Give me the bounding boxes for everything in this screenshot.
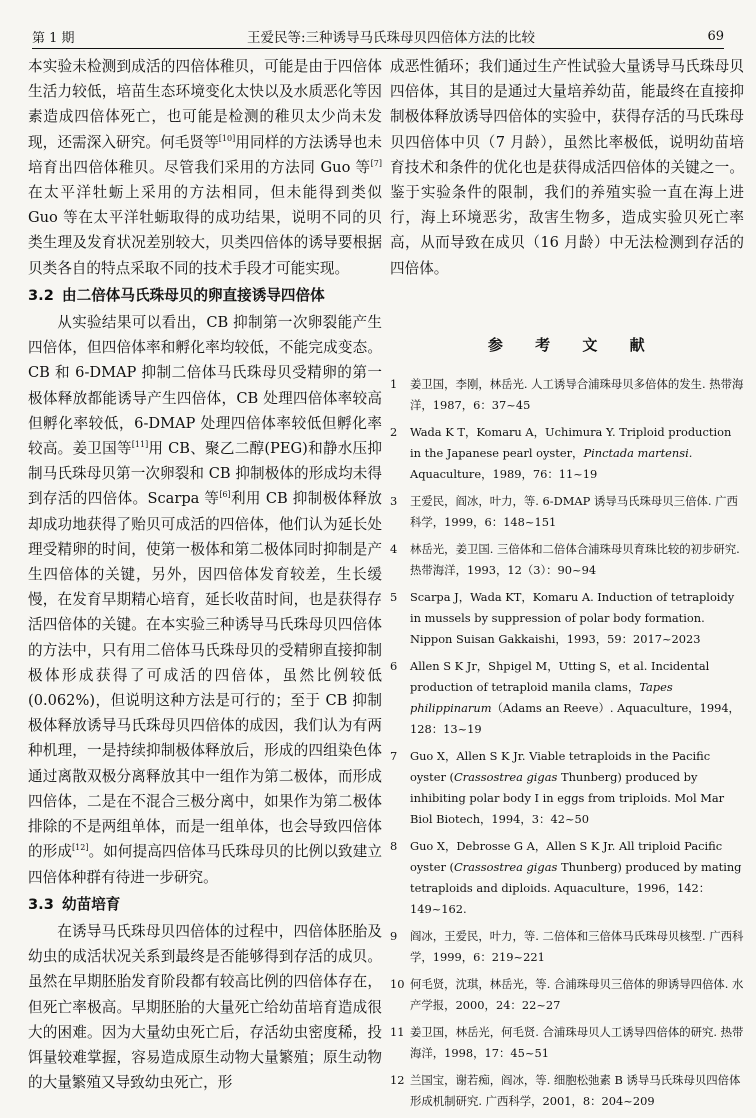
reference-item: 3 王爱民，阎冰，叶力，等. 6-DMAP 诱导马氏珠母贝三倍体. 广西科学，1999，6：148~151: [390, 494, 738, 530]
reference-item: 10 何毛贤，沈琪，林岳光，等. 合浦珠母贝三倍体的卵诱导四倍体. 水产学报，2000，24：22~27: [390, 977, 744, 1013]
reference-item: 4 林岳光，姜卫国. 三倍体和二倍体合浦珠母贝育珠比较的初步研究. 热带海洋，1993，12（3）：90~94: [390, 542, 740, 578]
right-column: [390, 54, 744, 1118]
reference-item: 11 姜卫国，林岳光，何毛贤. 合浦珠母贝人工诱导四倍体的研究. 热带海洋，1998，17：45~51: [390, 1025, 744, 1061]
section-heading-3-2: 3.2 由二倍体马氏珠母贝的卵直接诱导四倍体: [28, 286, 325, 304]
reference-list: [390, 374, 744, 1112]
citation: [11]: [131, 440, 149, 450]
references-heading: 参 考 文 献: [487, 335, 659, 354]
reference-item: 8 Guo X，Debrosse G A，Allen S K Jr. All triploid Pacific oyster (Crassostrea gigas Thunberg) produced by mating tetraploids and diploids. Aquaculture，1996，142：149~162.: [390, 839, 742, 917]
reference-item: 1 姜卫国，李刚，林岳光. 人工诱导合浦珠母贝多倍体的发生. 热带海洋，1987，6：37~45: [390, 377, 744, 413]
paragraph-continuation: 成恶性循环；我们通过生产性试验大量诱导马氏珠母贝四倍体，其目的是通过大量培养幼苗，能最终在直接抑制极体释放诱导四倍体的实验中，获得存活的马氏珠母贝四倍体中贝（7 月龄），虽然比率极低，说明幼苗培育技术和条件的优化也是获得成活四倍体的关键之一。鉴于实验条件的限制，我们的养殖实验一直在海上进行，海上环境恶劣，敌害生物多，造成实验贝死亡率高，从而导致在成贝（16 月龄）中无法检测到存活的四倍体。: [390, 58, 744, 277]
paragraph-larval-rearing: 在诱导马氏珠母贝四倍体的过程中，四倍体胚胎及幼虫的成活状况关系到最终是否能够得到存活的成贝。虽然在早期胚胎发育阶段都有较高比例的四倍体存在，但死亡率极高。早期胚胎的大量死亡给幼苗培育造成很大的困难。因为大量幼虫死亡后，存活幼虫密度稀，投饵量较难掌握，容易造成原生动物大量繁殖；原生动物的大量繁殖又导致幼虫死亡，形: [28, 922, 382, 1092]
citation: [6]: [219, 490, 231, 500]
running-title: 王爱民等:三种诱导马氏珠母贝四倍体方法的比较: [246, 30, 536, 46]
reference-item: 2 Wada K T，Komaru A，Uchimura Y. Triploid production in the Japanese pearl oyster，Pinctada martensi. Aquaculture，1989，76：11~19: [390, 425, 732, 482]
citation: [12]: [72, 843, 89, 853]
reference-item: 5 Scarpa J，Wada KT，Komaru A. Induction of tetraploidy in mussels by suppression of polar body formation. Nippon Suisan Gakkaishi，1993，59：2017~2023: [390, 590, 735, 647]
paragraph-direct-induction: 从实验结果可以看出，CB 抑制第一次卵裂能产生四倍体，但四倍体率和孵化率均较低，不能完成变态。CB 和 6-DMAP 抑制二倍体马氏珠母贝受精卵的第一极体释放都能诱导产生四倍体，CB 处理四倍体率较高但孵化率较低，6-DMAP 处理四倍体率较低但孵化率较高。姜卫国等[11]用 CB、聚乙二醇(PEG)和静水压抑制马氏珠母贝第一次卵裂和 CB 抑制极体的形成均未得到存活的四倍体。Scarpa 等[6]利用 CB 抑制极体释放却成功地获得了贻贝可成活的四倍体，他们认为延长处理受精卵的时间，使第一极体和第二极体同时抑制是产生四倍体的关键，另外，因四倍体发育较差，生长缓慢，在发育早期精心培育，延长收苗时间，也是获得存活四倍体的关键。在本实验三种诱导马氏珠母贝四倍体的方法中，只有用二倍体马氏珠母贝的受精卵直接抑制极体形成获得了可成活的四倍体，虽然比例较低(0.062%)，但说明这种方法是可行的；至于 CB 抑制极体释放诱导马氏珠母贝四倍体的成因，我们认为有两种机理，一是持续抑制极体释放后，形成的四组染色体通过离散双极分离释放其中一组作为第二极体，而形成四倍体，二是在不混合三极分离中，如果作为第二极体排除的不是两组单体，而是一组单体，也会导致四倍体的形成[12]。如何提高四倍体马氏珠母贝的比例以致建立四倍体种群有待进一步研究。: [28, 314, 383, 886]
reference-item: 7 Guo X，Allen S K Jr. Viable tetraploids in the Pacific oyster (Crassostrea gigas Thunberg) produced by inhibiting polar body I in eggs from triploids. Mol Mar Biol Biotech，1994，3：42~50: [390, 749, 725, 827]
paragraph-tetraploid-survival: 本实验未检测到成活的四倍体稚贝，可能是由于四倍体生活力较低，培苗生态环境变化太快以及水质恶化等因素造成四倍体死亡，也可能是检测的稚贝太少尚未发现，还需深入研究。何毛贤等[10]用同样的方法诱导也未培育出四倍体稚贝。尽管我们采用的方法同 Guo 等[7]在太平洋牡蛎上采用的方法相同，但未能得到类似 Guo 等在太平洋牡蛎取得的成功结果，说明不同的贝类生理及发育状况差别较大，贝类四倍体的诱导要根据贝类各自的特点采取不同的技术手段才可能实现。: [28, 58, 382, 277]
running-header: [32, 24, 724, 49]
reference-item: 12 兰国宝，谢若痴，阎冰，等. 细胞松弛素 B 诱导马氏珠母贝四倍体形成机制研究. 广西科学，2001，8：204~209: [390, 1073, 741, 1109]
page-number: 69: [707, 28, 724, 44]
reference-item: 9 阎冰，王爱民，叶力，等. 二倍体和三倍体马氏珠母贝核型. 广西科学，1999，6：219~221: [390, 929, 744, 965]
citation: [7]: [370, 158, 382, 168]
reference-item: 6 Allen S K Jr，Shpigel M，Utting S，et al. Incidental production of tetraploid manila clams，Tapes philippinarum（Adams an Reeve）. Aquaculture，1994，128：13~19: [390, 659, 740, 737]
left-column: [28, 54, 382, 1095]
issue-number: 第 1 期: [32, 30, 75, 46]
citation: [10]: [218, 133, 236, 143]
section-heading-3-3: 3.3 幼苗培育: [28, 895, 121, 913]
